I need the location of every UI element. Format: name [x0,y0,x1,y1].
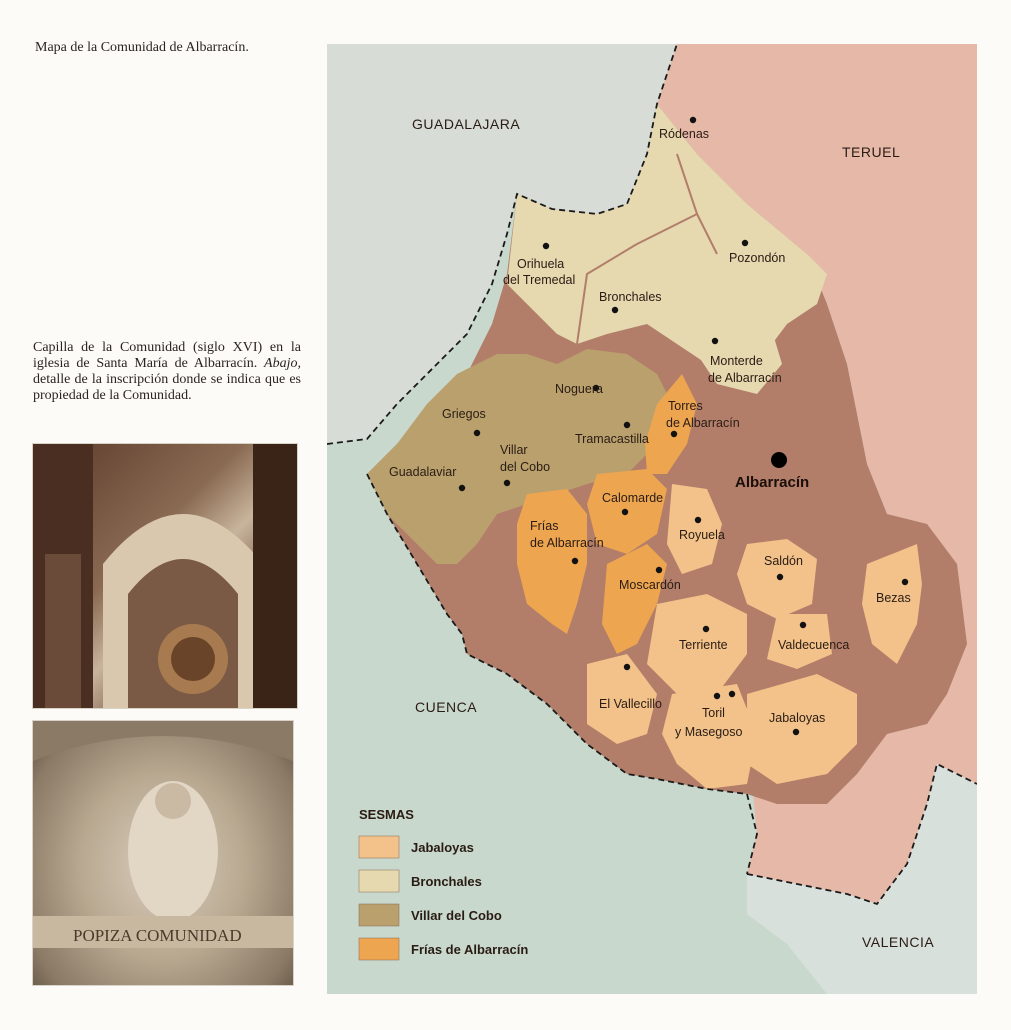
chapel-photo [32,443,298,709]
label-orihuela-1: Orihuela [517,257,565,271]
caption-chapel-text1: Capilla de la Comunidad (siglo XVI) en la iglesia de Santa María de Albarracín. [33,340,301,371]
label-frias-2: de Albarracín [530,536,604,550]
label-griegos: Griegos [442,407,486,421]
label-monterde-2: de Albarracín [708,371,782,385]
label-calomarde: Calomarde [602,491,664,505]
label-torres-2: de Albarracín [666,416,740,430]
label-frias-1: Frías [530,519,559,533]
caption-chapel-text2: detalle de la inscripción donde se indica que es propiedad de la Comunidad. [33,372,301,403]
legend-swatch-bronchales [359,870,399,892]
label-guadalaviar: Guadalaviar [389,465,457,479]
label-bezas: Bezas [876,591,911,605]
legend-title: SESMAS [359,807,414,822]
caption-chapel [33,340,301,404]
label-toril-1: Toril [702,706,725,720]
label-monterde-1: Monterde [710,354,763,368]
label-bronchales: Bronchales [599,290,662,304]
label-saldon: Saldón [764,554,803,568]
legend-label-villar: Villar del Cobo [411,908,502,923]
inscription-photo [32,720,294,986]
label-noguera: Noguera [555,382,603,396]
label-teruel: TERUEL [842,144,901,160]
label-rodenas: Ródenas [659,127,710,141]
legend-label-frias: Frías de Albarracín [411,942,529,957]
legend-label-bronchales: Bronchales [411,874,482,889]
label-tramacastilla: Tramacastilla [575,432,649,446]
label-cuenca: CUENCA [415,699,478,715]
label-guadalajara: GUADALAJARA [412,116,521,132]
inscription-text: POPIZA COMUNIDAD [73,926,242,945]
label-villar-2: del Cobo [500,460,551,474]
label-jabaloyas: Jabaloyas [769,711,826,725]
legend-label-jabaloyas: Jabaloyas [411,840,474,855]
label-terriente: Terriente [679,638,728,652]
label-royuela: Royuela [679,528,725,542]
caption-map-title: Mapa de la Comunidad de Albarracín. [35,40,249,55]
label-vallecillo: El Vallecillo [599,697,662,711]
label-valdecuenca: Valdecuenca [778,638,850,652]
map-comunidad-albarracin [327,44,977,994]
label-torres-1: Torres [668,399,703,413]
legend-swatch-frias [359,938,399,960]
caption-chapel-italic: Abajo, [264,356,301,371]
dot-albarracin [771,452,787,468]
legend-swatch-jabaloyas [359,836,399,858]
legend-swatch-villar [359,904,399,926]
label-orihuela-2: del Tremedal [503,273,576,287]
label-valencia: VALENCIA [862,934,935,950]
label-pozondon: Pozondón [729,251,786,265]
label-toril-2: y Masegoso [675,725,743,739]
label-albarracin: Albarracín [735,474,810,491]
label-villar-1: Villar [500,443,528,457]
label-moscardon: Moscardón [619,578,681,592]
